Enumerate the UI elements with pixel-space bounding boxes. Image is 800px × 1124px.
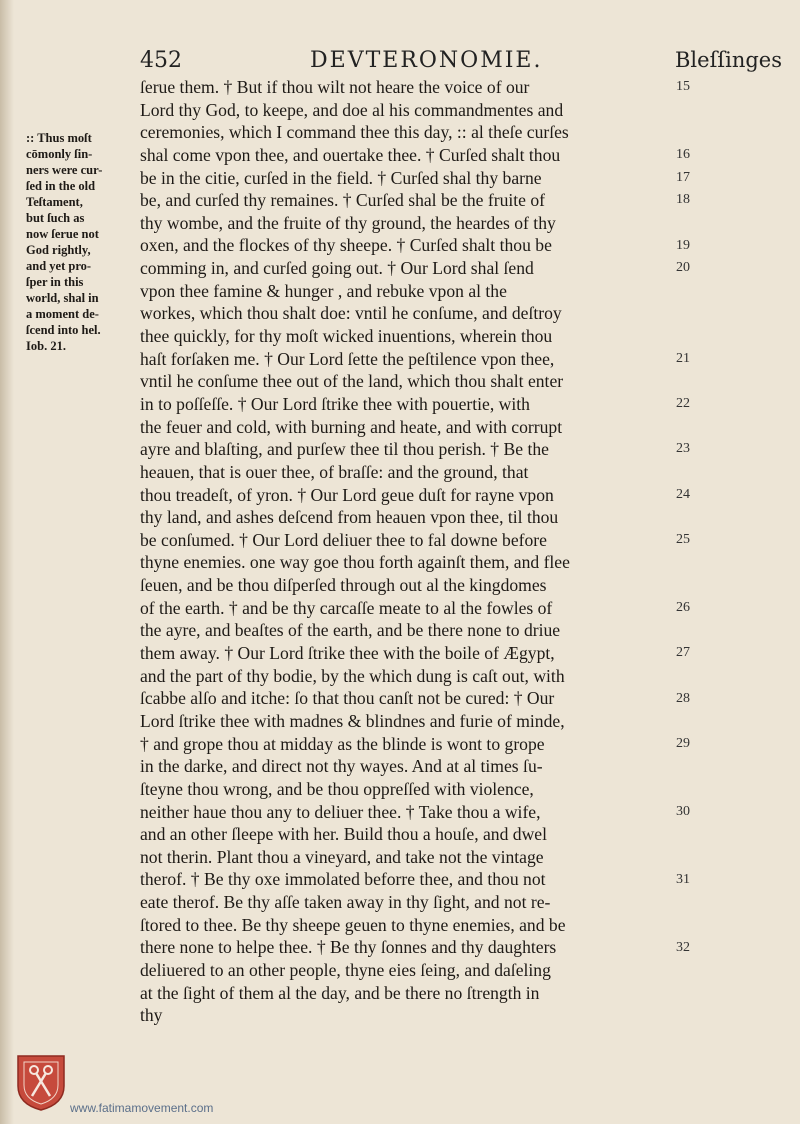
verse-number: 32 bbox=[676, 939, 690, 955]
verse-number: 19 bbox=[676, 237, 690, 253]
text-line: eate therof. Be thy aſſe taken away in thy ſight, and not re- bbox=[140, 892, 551, 913]
margin-note-line: Iob. 21. bbox=[26, 339, 66, 353]
footer-url[interactable]: www.fatimamovement.com bbox=[70, 1101, 214, 1115]
verse-number: 29 bbox=[676, 735, 690, 751]
body-text bbox=[140, 76, 675, 1027]
fatima-movement-logo-icon bbox=[14, 1052, 68, 1112]
margin-note-line: :: Thus moſt bbox=[26, 131, 92, 145]
text-line: be conſumed. † Our Lord deliuer thee to fal downe before bbox=[140, 529, 547, 550]
margin-note-line: now ſerue not bbox=[26, 227, 99, 241]
running-title: Bleſſinges bbox=[675, 48, 783, 72]
text-line: neither haue thou any to deliuer thee. † Take thou a wife, bbox=[140, 801, 541, 822]
text-line: vpon thee famine & hunger , and rebuke vpon al the bbox=[140, 280, 507, 301]
verse-number: 30 bbox=[676, 803, 690, 819]
text-line: oxen, and the flockes of thy sheepe. † Curſed shalt thou be bbox=[140, 235, 552, 256]
text-line: ſerue them. † But if thou wilt not heare the voice of our bbox=[140, 77, 530, 97]
text-line: ſcabbe alſo and itche: ſo that thou canſt not be cured: † Our bbox=[140, 688, 555, 709]
verse-number: 26 bbox=[676, 599, 690, 615]
verse-number: 22 bbox=[676, 396, 690, 412]
verse-number: 27 bbox=[676, 645, 690, 661]
verse-number: 15 bbox=[676, 79, 690, 94]
verse-number: 25 bbox=[676, 532, 690, 547]
verse-number: 16 bbox=[676, 146, 690, 162]
margin-note bbox=[26, 130, 138, 354]
verse-number: 23 bbox=[676, 441, 690, 457]
margin-note-line: ners were cur- bbox=[26, 163, 103, 177]
text-line: † and grope thou at midday as the blinde is wont to grope bbox=[140, 733, 545, 754]
text-line: ſeuen, and be thou diſperſed through out al the kingdomes bbox=[140, 575, 547, 596]
text-line: Lord ſtrike thee with madnes & blindnes and furie of minde, bbox=[140, 710, 565, 731]
verse-number: 21 bbox=[676, 350, 690, 366]
margin-note-line: God rightly, bbox=[26, 243, 91, 257]
verse-number: 28 bbox=[676, 690, 690, 706]
margin-note-line: but ſuch as bbox=[26, 211, 85, 225]
margin-note-line: cōmonly ſin- bbox=[26, 147, 93, 161]
text-line: in the darke, and direct not thy wayes. And at al times ſu- bbox=[140, 756, 543, 777]
text-line: and an other ſleepe with her. Build thou a houſe, and dwel bbox=[140, 824, 547, 845]
text-line: be in the citie, curſed in the field. † Curſed shal thy barne bbox=[140, 167, 542, 188]
margin-note-line: world, shal in bbox=[26, 291, 99, 305]
margin-note-line: ſcend into hel. bbox=[26, 323, 101, 337]
verse-number: 20 bbox=[676, 260, 690, 276]
text-line: thee quickly, for thy moſt wicked inuentions, wherein thou bbox=[140, 326, 553, 347]
margin-note-line: ſed in the old bbox=[26, 179, 96, 193]
margin-note-line: and yet pro- bbox=[26, 259, 92, 273]
verse-number: 17 bbox=[676, 169, 690, 185]
verse-number: 18 bbox=[676, 192, 690, 208]
text-line: shal come vpon thee, and ouertake thee. † Curſed shalt thou bbox=[140, 144, 561, 165]
page-header bbox=[135, 48, 795, 78]
page-number: 452 bbox=[140, 48, 182, 73]
text-line: at the ſight of them al the day, and be there no ſtrength in bbox=[140, 982, 540, 1003]
text-line: haſt forſaken me. † Our Lord ſette the peſtilence vpon thee, bbox=[140, 348, 555, 369]
text-line: heauen, that is ouer thee, of braſſe: and the ground, that bbox=[140, 461, 529, 482]
margin-note-line: Teſtament, bbox=[26, 195, 83, 209]
margin-note-line: ſper in this bbox=[26, 275, 84, 289]
text-line: in to poſſeſſe. † Our Lord ſtrike thee with pouertie, with bbox=[140, 393, 530, 414]
text-line: ayre and blaſting, and purſew thee til thou perish. † Be the bbox=[140, 439, 549, 460]
text-line: ſtored to thee. Be thy sheepe geuen to thyne enemies, and be bbox=[140, 914, 566, 935]
text-line: vntil he conſume thee out of the land, which thou shalt enter bbox=[140, 371, 564, 392]
verse-number: 24 bbox=[676, 486, 690, 502]
verse-number: 31 bbox=[676, 871, 690, 887]
text-line: comming in, and curſed going out. † Our Lord shal ſend bbox=[140, 258, 534, 279]
text-line: be, and curſed thy remaines. † Curſed shal be the fruite of bbox=[140, 190, 546, 211]
text-line: thyne enemies. one way goe thou forth againſt them, and flee bbox=[140, 552, 570, 573]
text-line: of the earth. † and be thy carcaſſe meate to al the fowles of bbox=[140, 597, 553, 618]
text-line: thy wombe, and the fruite of thy ground, the heardes of thy bbox=[140, 212, 556, 233]
text-line: thy land, and ashes deſcend from heauen vpon thee, til thou bbox=[140, 507, 559, 528]
text-line: and the part of thy bodie, by the which dung is caſt out, with bbox=[140, 665, 565, 686]
text-line: there none to helpe thee. † Be thy ſonnes and thy daughters bbox=[140, 937, 557, 958]
text-line: Lord thy God, to keepe, and doe al his commandmentes and bbox=[140, 99, 564, 120]
text-line: thy bbox=[140, 1005, 163, 1026]
text-line: deliuered to an other people, thyne eies ſeing, and daſeling bbox=[140, 959, 551, 980]
text-line: workes, which thou shalt doe: vntil he conſume, and deſtroy bbox=[140, 303, 562, 324]
text-line: ſteyne thou wrong, and be thou oppreſſed with violence, bbox=[140, 778, 534, 799]
text-line: thou treadeſt, of yron. † Our Lord geue duſt for rayne vpon bbox=[140, 484, 554, 505]
margin-note-line: a moment de- bbox=[26, 307, 99, 321]
text-line: the feuer and cold, with burning and heate, and with corrupt bbox=[140, 416, 563, 437]
text-line: not therin. Plant thou a vineyard, and take not the vintage bbox=[140, 846, 544, 867]
text-line: them away. † Our Lord ſtrike thee with the boile of Ægypt, bbox=[140, 643, 555, 664]
book-title: DEVTERONOMIE. bbox=[310, 48, 543, 73]
text-line: ceremonies, which I command thee this day, :: al theſe curſes bbox=[140, 122, 569, 143]
text-line: the ayre, and beaſtes of the earth, and be there none to driue bbox=[140, 620, 561, 641]
text-line: therof. † Be thy oxe immolated beforre thee, and thou not bbox=[140, 869, 546, 890]
